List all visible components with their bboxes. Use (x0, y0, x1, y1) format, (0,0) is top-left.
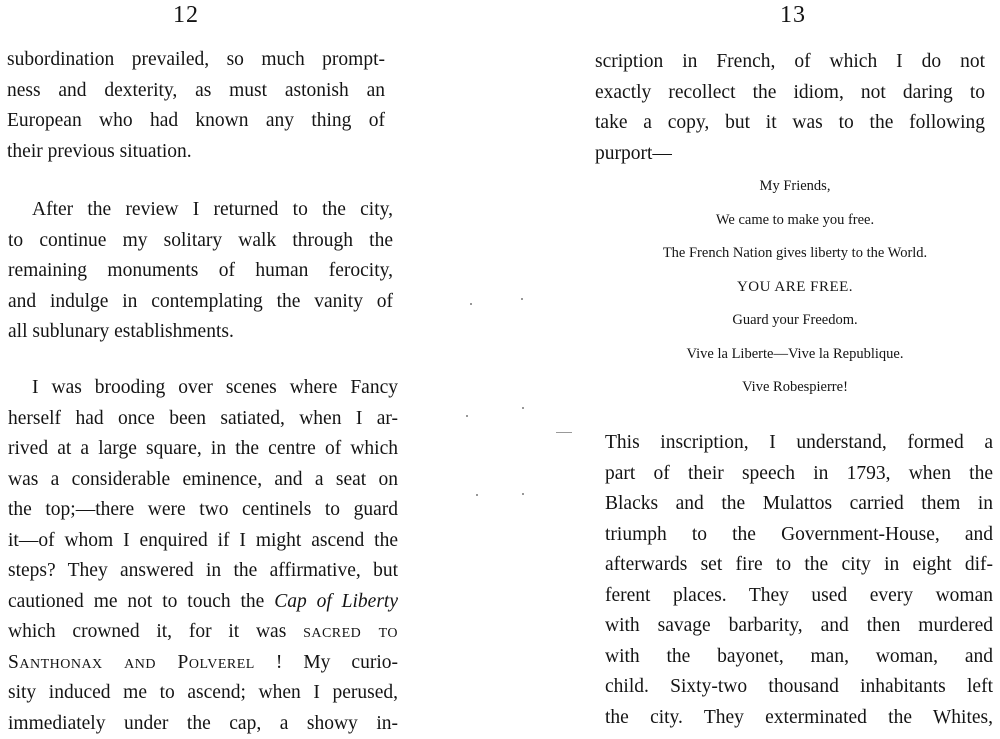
paragraph (595, 47, 985, 169)
print-speck (522, 493, 524, 495)
inscription-line: YOU ARE FREE. (590, 271, 1000, 305)
text-line: After the review I returned to the city, (8, 195, 393, 226)
inscription-line: My Friends, (590, 170, 1000, 204)
text-line: part of their speech in 1793, when the (605, 459, 993, 490)
text-line: I was brooding over scenes where Fancy (8, 373, 398, 404)
text-line: Blacks and the Mulattos carried them in (605, 489, 993, 520)
text-line: afterwards set fire to the city in eight dif- (605, 550, 993, 581)
print-speck (476, 494, 478, 496)
paragraph (605, 428, 993, 733)
text-line: child. Sixty-two thousand inhabitants left (605, 672, 993, 703)
text-line: with savage barbarity, and then murdered (605, 611, 993, 642)
inscription-line: Vive Robespierre! (590, 371, 1000, 405)
text-line: European who had known any thing of (7, 106, 385, 137)
text-line: herself had once been satiated, when I ar- (8, 404, 398, 435)
text-run: which crowned it, for it was (8, 621, 303, 642)
inscription-line: Vive la Liberte—Vive la Republique. (590, 338, 1000, 372)
text-line: the city. They exterminated the Whites, (605, 703, 993, 734)
text-line: and indulge in contemplating the vanity of (8, 287, 393, 318)
text-line: take a copy, but it was to the following (595, 108, 985, 139)
text-line (8, 648, 398, 679)
inscription-block (590, 170, 1000, 405)
text-line: ferent places. They used every woman (605, 581, 993, 612)
text-line: to continue my solitary walk through the (8, 226, 393, 257)
text-line: it—of whom I enquired if I might ascend the (8, 526, 398, 557)
paragraph (8, 373, 398, 739)
left-page (0, 0, 420, 738)
text-line: their previous situation. (7, 137, 385, 168)
text-line: triumph to the Government-House, and (605, 520, 993, 551)
right-page (590, 0, 1000, 738)
text-line: exactly recollect the idiom, not daring to (595, 78, 985, 109)
text-run: ! My curio- (255, 652, 398, 673)
inscription-line: The French Nation gives liberty to the World. (590, 237, 1000, 271)
text-line: This inscription, I understand, formed a (605, 428, 993, 459)
text-line (8, 617, 398, 648)
paragraph (7, 45, 385, 167)
small-caps-phrase: sacred to (303, 621, 398, 642)
text-line: immediately under the cap, a showy in- (8, 709, 398, 739)
print-speck (522, 407, 524, 409)
text-line: all sublunary establishments. (8, 317, 393, 348)
text-line: was a considerable eminence, and a seat on (8, 465, 398, 496)
print-speck (470, 303, 472, 305)
text-line: scription in French, of which I do not (595, 47, 985, 78)
text-line: with the bayonet, man, woman, and (605, 642, 993, 673)
small-caps-phrase: Santhonax and Polverel (8, 652, 255, 673)
page-number-left: 12 (173, 2, 199, 29)
inscription-line: Guard your Freedom. (590, 304, 1000, 338)
text-line: remaining monuments of human ferocity, (8, 256, 393, 287)
text-line: steps? They answered in the affirmative, but (8, 556, 398, 587)
text-line: subordination prevailed, so much prompt- (7, 45, 385, 76)
print-speck (521, 298, 523, 300)
text-line (8, 587, 398, 618)
text-line: purport— (595, 139, 985, 170)
text-run: cautioned me not to touch the (8, 591, 274, 612)
text-line: sity induced me to ascend; when I perused, (8, 678, 398, 709)
text-line: rived at a large square, in the centre of which (8, 434, 398, 465)
print-mark (556, 432, 572, 433)
italic-phrase: Cap of Liberty (274, 591, 398, 612)
text-line: the top;—there were two centinels to guard (8, 495, 398, 526)
text-line: ness and dexterity, as must astonish an (7, 76, 385, 107)
print-speck (466, 415, 468, 417)
inscription-line: We came to make you free. (590, 204, 1000, 238)
paragraph (8, 195, 393, 348)
page-number-right: 13 (780, 2, 806, 29)
